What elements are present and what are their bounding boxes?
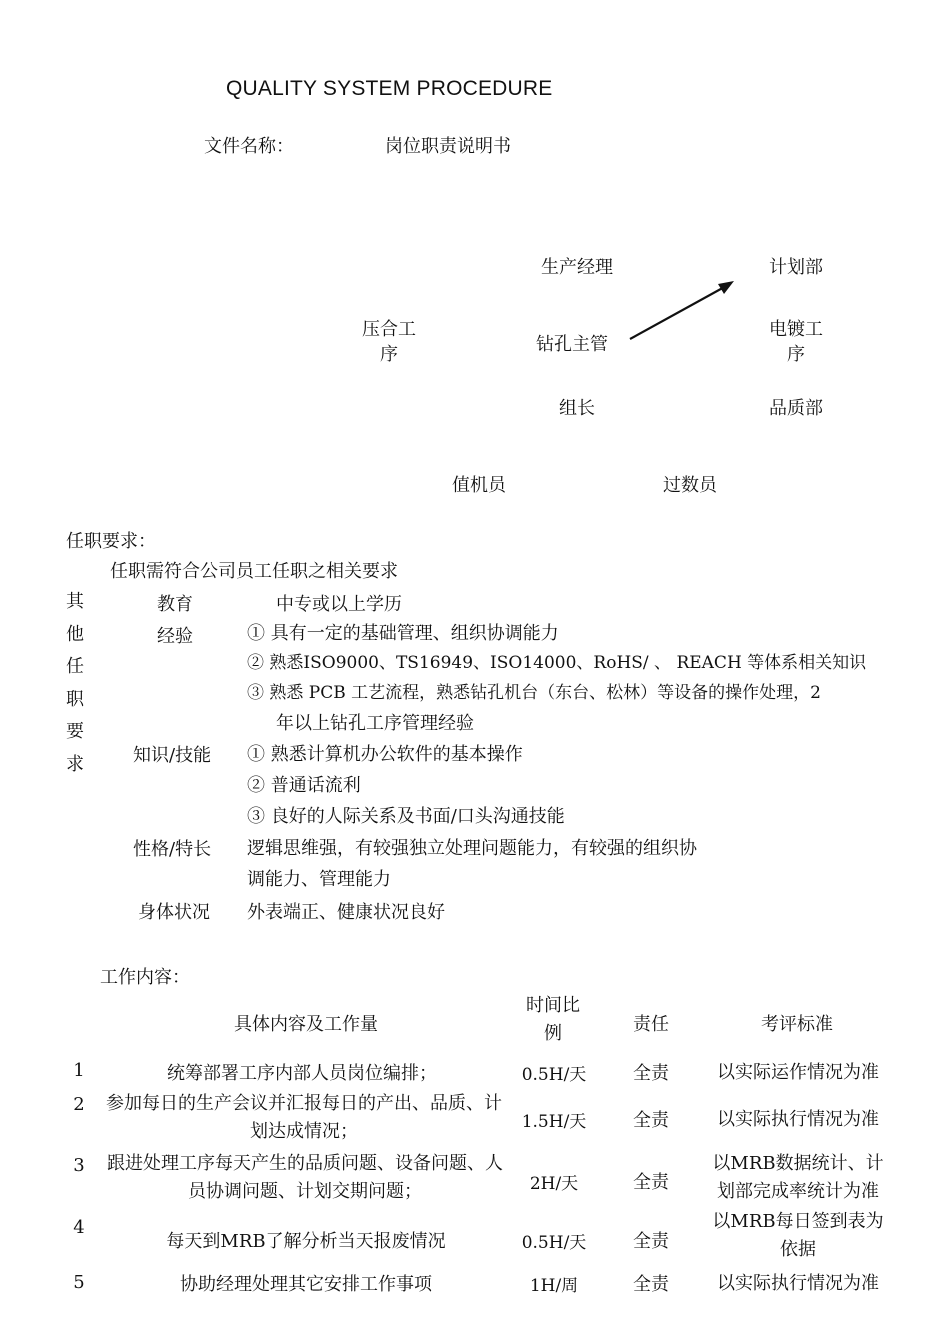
col-header-criteria: 考评标准: [761, 1014, 833, 1035]
row-no: 3: [73, 1155, 85, 1176]
row-time: 0.5H/天: [521, 1233, 587, 1253]
experience-item-2: ② 熟悉ISO9000、TS16949、ISO14000、RoHS/ 、 REACH 等体系相关知识: [247, 653, 867, 673]
org-quality-dept: 品质部: [769, 398, 823, 419]
row-responsibility: 全责: [633, 1110, 669, 1131]
work-heading: 工作内容：: [100, 967, 190, 988]
doc-name-label: 文件名称：: [204, 136, 294, 157]
experience-item-3-cont: 年以上钻孔工序管理经验: [276, 713, 474, 734]
health-label: 身体状况: [138, 902, 210, 923]
row-responsibility: 全责: [633, 1063, 669, 1084]
row-no: 4: [73, 1217, 85, 1238]
row-time: 0.5H/天: [521, 1065, 587, 1085]
row-content: 跟进处理工序每天产生的品质问题、设备问题、人员协调问题、计划交期问题；: [107, 1153, 503, 1202]
health-value: 外表端正、健康状况良好: [247, 902, 445, 923]
col-header-time: 时间比例: [526, 995, 580, 1044]
row-no: 2: [73, 1094, 85, 1115]
requirements-heading: 任职要求：: [66, 531, 156, 552]
row-content: 统筹部署工序内部人员岗位编排；: [167, 1063, 437, 1084]
row-criteria: 以MRB数据统计、计划部完成率统计为准: [712, 1153, 884, 1202]
row-responsibility: 全责: [633, 1231, 669, 1252]
row-no: 1: [73, 1060, 85, 1081]
org-machine-operator: 值机员: [452, 475, 506, 496]
personality-line-2: 调能力、管理能力: [247, 869, 391, 890]
row-responsibility: 全责: [633, 1274, 669, 1295]
row-criteria: 以MRB每日签到表为依据: [712, 1211, 884, 1260]
skills-label: 知识/技能: [133, 745, 212, 766]
row-criteria: 以实际执行情况为准: [717, 1109, 879, 1130]
requirements-intro: 任职需符合公司员工任职之相关要求: [110, 561, 398, 582]
skills-item-2: ② 普通话流利: [247, 775, 361, 796]
experience-item-1: ① 具有一定的基础管理、组织协调能力: [247, 623, 559, 644]
row-responsibility: 全责: [633, 1172, 669, 1193]
personality-line-1: 逻辑思维强，有较强独立处理问题能力，有较强的组织协: [247, 838, 697, 859]
org-team-leader: 组长: [559, 398, 595, 419]
col-header-content: 具体内容及工作量: [234, 1014, 378, 1035]
org-counter: 过数员: [663, 475, 717, 496]
row-content: 参加每日的生产会议并汇报每日的产出、品质、计划达成情况；: [106, 1093, 502, 1142]
education-label: 教育: [157, 594, 193, 615]
row-time: 1H/周: [529, 1276, 579, 1296]
org-lamination-process: 压合工序: [362, 319, 416, 365]
row-no: 5: [73, 1272, 85, 1293]
row-criteria: 以实际运作情况为准: [717, 1062, 879, 1083]
personality-label: 性格/特长: [133, 839, 212, 860]
org-drilling-supervisor: 钻孔主管: [536, 334, 608, 355]
row-criteria: 以实际执行情况为准: [717, 1273, 879, 1294]
experience-item-3: ③ 熟悉 PCB 工艺流程，熟悉钻孔机台（东台、松林）等设备的操作处理，2: [247, 683, 821, 703]
org-planning-dept: 计划部: [769, 257, 823, 278]
skills-item-1: ① 熟悉计算机办公软件的基本操作: [247, 744, 523, 765]
row-content: 每天到MRB了解分析当天报废情况: [166, 1231, 446, 1252]
row-time: 1.5H/天: [521, 1112, 587, 1132]
education-value: 中专或以上学历: [276, 594, 402, 615]
col-header-responsibility: 责任: [633, 1014, 669, 1035]
other-requirements-side-label: 其他任职要求: [66, 591, 84, 775]
doc-name-value: 岗位职责说明书: [385, 136, 511, 157]
org-production-manager: 生产经理: [541, 257, 613, 278]
row-content: 协助经理处理其它安排工作事项: [180, 1274, 432, 1295]
skills-item-3: ③ 良好的人际关系及书面/口头沟通技能: [247, 806, 565, 827]
row-time: 2H/天: [529, 1174, 579, 1194]
org-arrow: [620, 276, 742, 346]
experience-label: 经验: [157, 626, 193, 647]
document-title: QUALITY SYSTEM PROCEDURE: [226, 77, 553, 100]
org-plating-process: 电镀工序: [769, 319, 823, 365]
